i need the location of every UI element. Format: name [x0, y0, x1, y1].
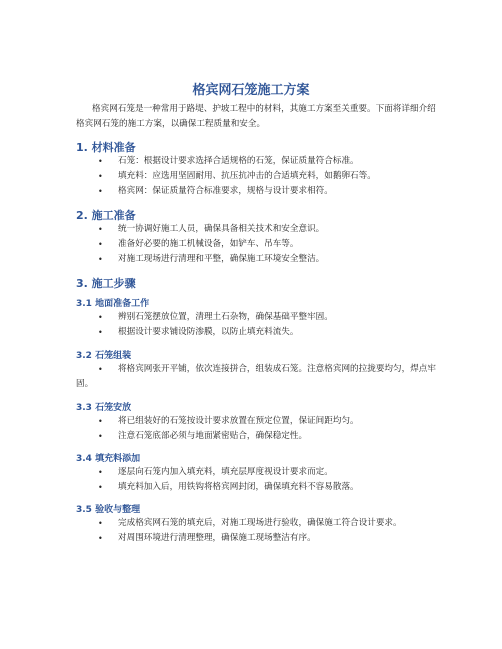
filling-list	[76, 465, 436, 495]
list-item: • 辨别石笼摆放位置，清理土石杂物，确保基础平整牢固。	[76, 310, 436, 325]
assembly-list	[76, 362, 436, 392]
section-heading-materials: 1. 材料准备	[76, 141, 136, 154]
bullet-icon: •	[98, 240, 103, 249]
bullet-icon: •	[98, 225, 103, 234]
subsection-heading-filling: 3.4 填充料添加	[76, 454, 141, 464]
document-title: 格宾网石笼施工方案	[192, 83, 310, 98]
subsection-heading-assembly: 3.2 石笼组装	[76, 351, 132, 361]
list-item: • 填充料：应选用坚固耐用、抗压抗冲击的合适填充料，如鹅卵石等。	[76, 169, 436, 184]
bullet-icon: •	[98, 328, 103, 337]
bullet-icon: •	[98, 417, 103, 426]
placement-list	[76, 414, 436, 444]
bullet-icon: •	[98, 157, 103, 166]
subsection-heading-ground: 3.1 地面准备工作	[76, 299, 150, 309]
bullet-icon: •	[98, 468, 103, 477]
intro-paragraph: 格宾网石笼是一种常用于路堤、护坡工程中的材料，其施工方案至关重要。下面将详细介绍格宾网石笼的施工方案，以确保工程质量和安全。	[76, 104, 436, 129]
list-item: • 统一协调好施工人员，确保具备相关技术和安全意识。	[76, 222, 436, 237]
acceptance-list	[76, 516, 436, 546]
list-item: • 将已组装好的石笼按设计要求放置在预定位置，保证间距均匀。	[76, 414, 436, 429]
section-heading-steps: 3. 施工步骤	[76, 277, 136, 290]
list-item: • 对周围环境进行清理整理，确保施工现场整洁有序。	[76, 531, 436, 546]
bullet-icon: •	[98, 255, 103, 264]
bullet-icon: •	[98, 432, 103, 441]
list-item: • 完成格宾网石笼的填充后，对施工现场进行验收，确保施工符合设计要求。	[76, 516, 436, 531]
section-heading-preparation: 2. 施工准备	[76, 209, 136, 222]
list-item: • 对施工现场进行清理和平整，确保施工环境安全整洁。	[76, 252, 436, 267]
bullet-icon: •	[98, 365, 103, 374]
bullet-icon: •	[98, 313, 103, 322]
ground-list	[76, 310, 436, 340]
bullet-icon: •	[98, 519, 103, 528]
bullet-icon: •	[98, 483, 103, 492]
list-item: • 石笼：根据设计要求选择合适规格的石笼，保证质量符合标准。	[76, 154, 436, 169]
list-item: • 根据设计要求铺设防渗膜，以防止填充料流失。	[76, 325, 436, 340]
list-item: • 准备好必要的施工机械设备，如铲车、吊车等。	[76, 237, 436, 252]
list-item: • 注意石笼底部必须与地面紧密贴合，确保稳定性。	[76, 429, 436, 444]
materials-list	[76, 154, 436, 199]
list-item: • 将格宾网张开平铺，依次连接拼合，组装成石笼。注意格宾网的拉拢要均匀，焊点牢固。	[76, 364, 436, 389]
bullet-icon: •	[98, 187, 103, 196]
bullet-icon: •	[98, 534, 103, 543]
list-item: • 填充料加入后，用铁钩将格宾网封闭，确保填充料不容易散落。	[76, 480, 436, 495]
preparation-list	[76, 222, 436, 267]
subsection-heading-placement: 3.3 石笼安放	[76, 403, 132, 413]
bullet-icon: •	[98, 172, 103, 181]
list-item: • 格宾网：保证质量符合标准要求，规格与设计要求相符。	[76, 184, 436, 199]
subsection-heading-acceptance: 3.5 验收与整理	[76, 505, 141, 515]
list-item: • 逐层向石笼内加入填充料，填充层厚度视设计要求而定。	[76, 465, 436, 480]
